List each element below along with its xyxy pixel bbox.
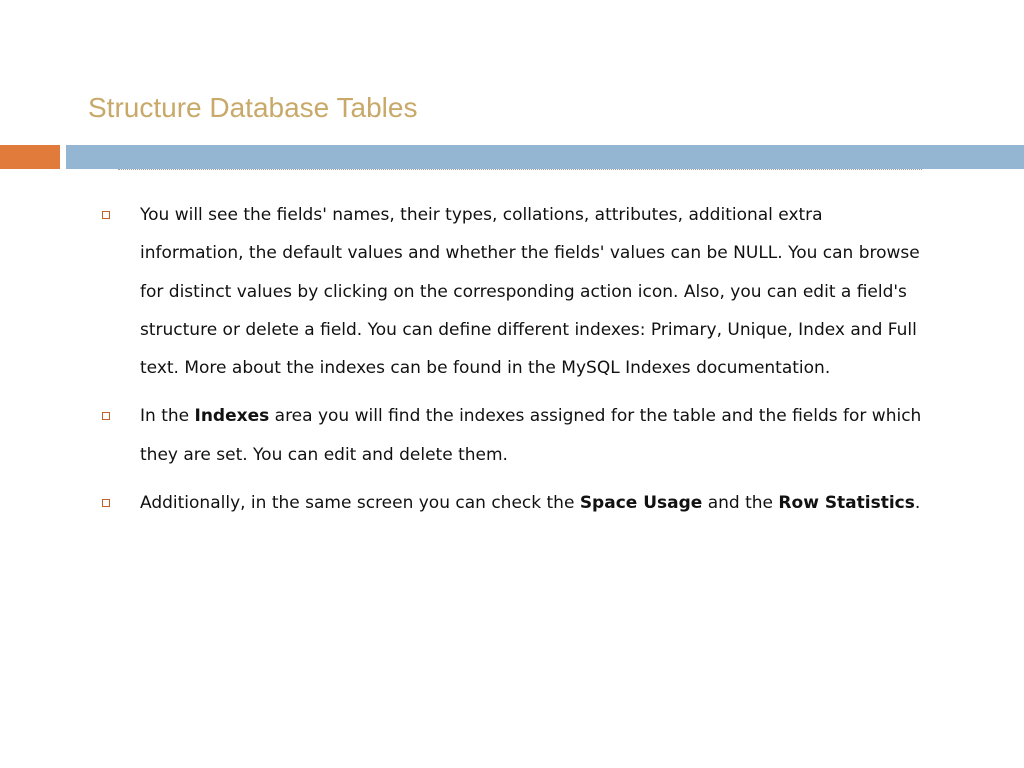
header-accent-bar-orange — [0, 145, 60, 169]
bullet-text — [140, 205, 920, 378]
square-bullet-icon — [102, 211, 110, 219]
slide-title: Structure Database Tables — [88, 92, 418, 123]
bullet-list — [102, 196, 922, 532]
bullet-text — [140, 493, 920, 513]
bullet-text-segment: You will see the fields' names, their types, collations, attributes, additional extra information, the default values and whether the fields' values can be NULL. You can browse for distinct values by clicking on the corresponding action icon. Also, you can edit a field's structure or delete a field. You can define different indexes: Primary, Unique, Index and Full text. More about the indexes can be found in the MySQL Indexes documentation. — [140, 205, 920, 379]
bullet-text-segment: Additionally, in the same screen you can check the — [140, 493, 580, 514]
bullet-text-segment: In the — [140, 406, 195, 427]
header-accent-bar-blue — [66, 145, 1024, 169]
bold-term-indexes: Indexes — [194, 406, 270, 427]
header-dotted-rule — [118, 169, 922, 170]
bullet-text-segment: . — [914, 493, 921, 514]
bullet-text-segment: area you will find the indexes assigned for the table and the fields for which they are set. You can edit and delete them. — [140, 406, 922, 465]
square-bullet-icon — [102, 499, 110, 507]
bullet-item-space-usage — [102, 484, 922, 522]
bullet-text-segment: and the — [702, 493, 779, 514]
bold-term-space-usage: Space Usage — [579, 493, 703, 514]
bullet-item-indexes — [102, 397, 922, 474]
square-bullet-icon — [102, 412, 110, 420]
bullet-text — [140, 406, 921, 464]
bold-term-row-statistics: Row Statistics — [778, 493, 915, 514]
bullet-item-fields — [102, 196, 922, 387]
